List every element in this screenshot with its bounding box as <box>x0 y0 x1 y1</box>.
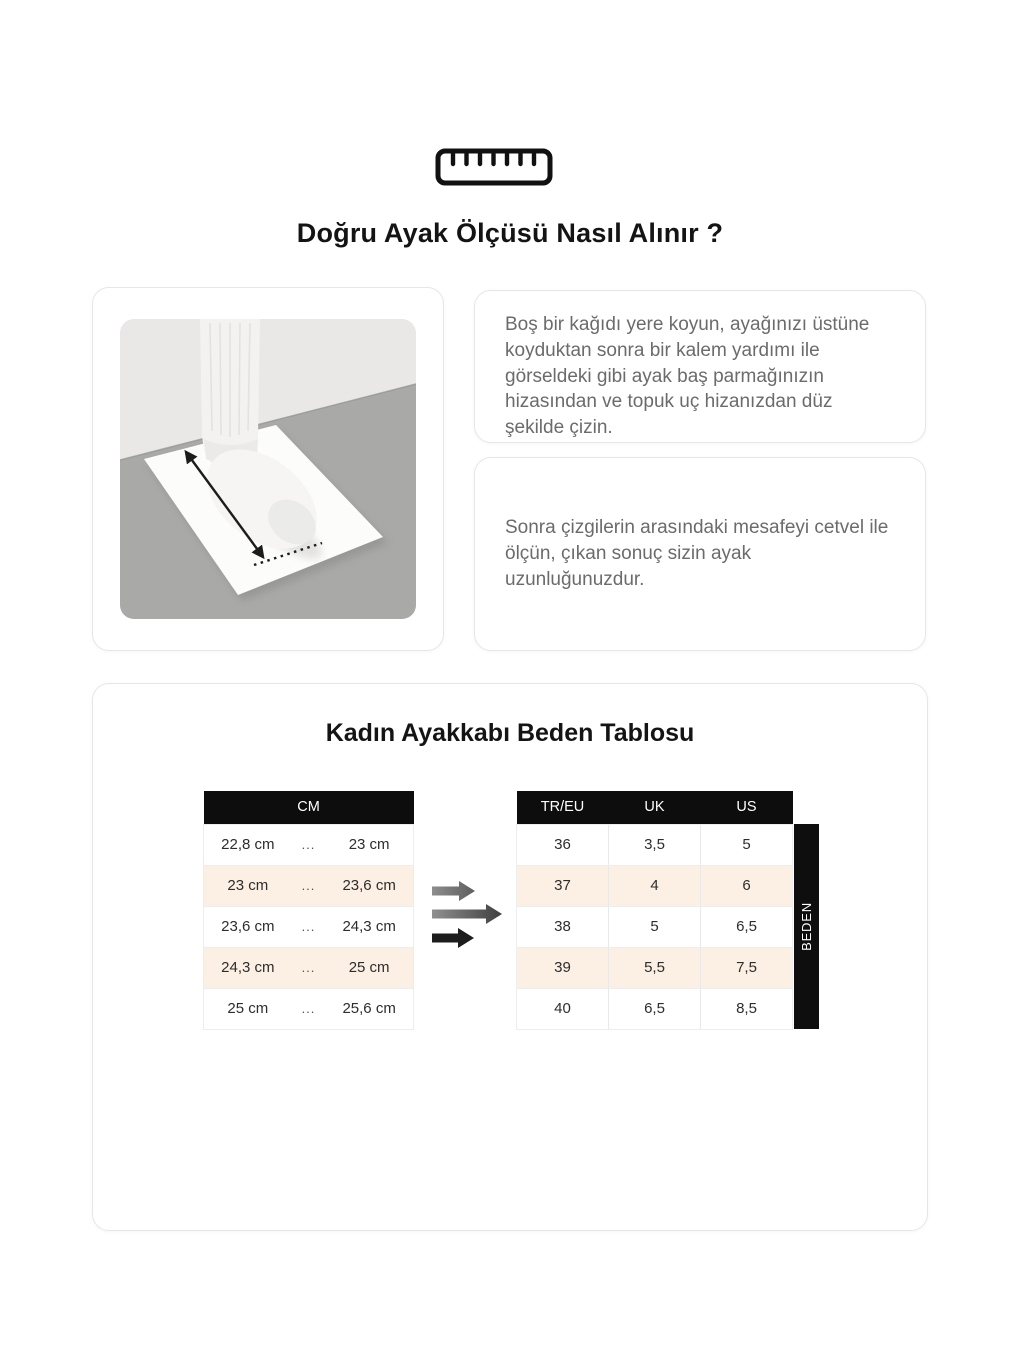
uk-size: 6,5 <box>609 988 701 1029</box>
measurement-photo-card <box>92 287 444 651</box>
us-size: 6,5 <box>701 906 793 947</box>
table-row <box>517 947 793 988</box>
cm-range-end: 25 cm <box>325 947 413 988</box>
table-row <box>517 988 793 1029</box>
cm-range-start: 25 cm <box>204 988 292 1029</box>
uk-size: 3,5 <box>609 824 701 865</box>
cm-range-end: 23,6 cm <box>325 865 413 906</box>
table-row <box>517 906 793 947</box>
cm-range-end: 23 cm <box>325 824 413 865</box>
us-header: US <box>701 791 793 824</box>
cm-range-dots: ... <box>292 988 326 1029</box>
cm-range-dots: ... <box>292 947 326 988</box>
conversion-table-body <box>517 824 793 1029</box>
table-row <box>204 824 414 865</box>
cm-range-end: 24,3 cm <box>325 906 413 947</box>
us-size: 5 <box>701 824 793 865</box>
table-row <box>204 988 414 1029</box>
cm-range-end: 25,6 cm <box>325 988 413 1029</box>
us-size: 7,5 <box>701 947 793 988</box>
uk-size: 4 <box>609 865 701 906</box>
instruction-card-1 <box>474 290 926 443</box>
us-size: 8,5 <box>701 988 793 1029</box>
cm-table-body <box>204 824 414 1029</box>
table-row <box>517 824 793 865</box>
tr-eu-size: 37 <box>517 865 609 906</box>
foot-measurement-photo <box>120 319 416 619</box>
uk-size: 5 <box>609 906 701 947</box>
table-row <box>204 947 414 988</box>
beden-label: BEDEN <box>799 902 815 951</box>
size-chart-title: Kadın Ayakkabı Beden Tablosu <box>325 719 695 747</box>
table-row <box>204 906 414 947</box>
cm-range-start: 22,8 cm <box>204 824 292 865</box>
uk-size: 5,5 <box>609 947 701 988</box>
tr-eu-header: TR/EU <box>517 791 609 824</box>
instruction-card-2 <box>474 457 926 651</box>
us-size: 6 <box>701 865 793 906</box>
page-title: Doğru Ayak Ölçüsü Nasıl Alınır ? <box>296 218 724 248</box>
cm-range-dots: ... <box>292 865 326 906</box>
table-row <box>517 865 793 906</box>
beden-side-bar <box>794 824 819 1029</box>
instruction-step-2: Sonra çizgilerin arasındaki mesafeyi cetvel ile ölçün, çıkan sonuç sizin ayak uzunluğunuzdur. <box>505 517 889 590</box>
cm-range-dots: ... <box>292 906 326 947</box>
instruction-step-1: Boş bir kağıdı yere koyun, ayağınızı üstüne koyduktan sonra bir kalem yardımı ile görseldeki gibi ayak baş parmağınızın hizasından ve topuk uç hizanızdan düz şekilde çizin. <box>505 314 870 439</box>
cm-range-start: 24,3 cm <box>204 947 292 988</box>
conversion-header-row <box>517 791 793 824</box>
cm-range-start: 23,6 cm <box>204 906 292 947</box>
tr-eu-size: 36 <box>517 824 609 865</box>
cm-range-dots: ... <box>292 824 326 865</box>
cm-range-start: 23 cm <box>204 865 292 906</box>
conversion-arrows-icon <box>432 877 507 952</box>
uk-header: UK <box>609 791 701 824</box>
cm-table <box>203 791 414 1030</box>
size-chart-card <box>92 683 928 1231</box>
size-conversion-table <box>516 791 793 1030</box>
table-row <box>204 865 414 906</box>
cm-table-header: CM <box>204 791 414 824</box>
ruler-icon <box>435 148 553 186</box>
tr-eu-size: 38 <box>517 906 609 947</box>
tr-eu-size: 40 <box>517 988 609 1029</box>
tr-eu-size: 39 <box>517 947 609 988</box>
